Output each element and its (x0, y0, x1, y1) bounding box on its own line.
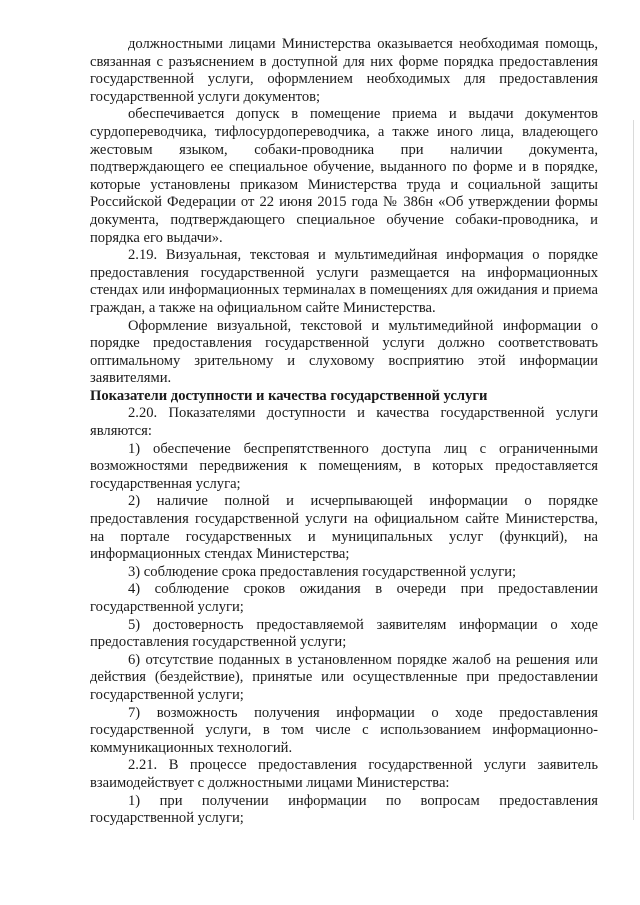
list-item: 7) возможность получения информации о ходе предоставления государственной услуги, в том числе с использованием информационно-коммуникационных технологий. (90, 704, 598, 756)
paragraph-2-21: 2.21. В процессе предоставления государственной услуги заявитель взаимодействует с должностными лицами Министерства: (90, 757, 598, 791)
paragraph-admission: обеспечивается допуск в помещение приема и выдачи документов сурдопереводчика, тифлосурдопереводчика, а также иного лица, владеющего жестовым языком, собаки-проводника при наличии документа, подтверждающего ее специальное обучение, выданного по форме и в порядке, которые установлены приказом Министерства труда и социальной защиты Российской Федерации от 22 июня 2015 года № 386н «Об утверждении формы документа, подтверждающего специальное обучение собаки-проводника, и порядка его выдачи». (90, 106, 598, 246)
paragraph-2-20: 2.20. Показателями доступности и качества государственной услуги являются: (90, 405, 598, 440)
list-item: 1) при получении информации по вопросам предоставления государственной услуги; (90, 792, 598, 827)
list-item: 5) достоверность предоставляемой заявителям информации о ходе предоставления государственной услуги; (90, 616, 598, 651)
paragraph-design: Оформление визуальной, текстовой и мультимедийной информации о порядке предоставления государственной услуги должно соответствовать оптимальному зрительному и слуховому восприятию этой информации заявителями. (90, 317, 598, 387)
section-heading: Показатели доступности и качества государственной услуги (90, 387, 488, 404)
document-page (90, 36, 598, 828)
scan-edge-line (633, 120, 634, 820)
list-item: 4) соблюдение сроков ожидания в очереди при предоставлении государственной услуги; (90, 581, 598, 615)
list-item: 6) отсутствие поданных в установленном порядке жалоб на решения или действия (бездействие), принятые или осуществленные при предоставлении государственной услуги; (90, 651, 598, 703)
list-item: 1) обеспечение беспрепятственного доступа лиц с ограниченными возможностями передвижения к помещениям, в которых предоставляется государственная услуга; (90, 440, 598, 492)
paragraph-assistance: должностными лицами Министерства оказывается необходимая помощь, связанная с разъяснением в доступной для них форме порядка предоставления государственной услуги, оформлением необходимых для предоставления государственной услуги документов; (90, 36, 598, 105)
paragraph-2-19: 2.19. Визуальная, текстовая и мультимедийная информация о порядке предоставления государственной услуги размещается на информационных стендах или информационных терминалах в помещениях для ожидания и приема граждан, а также на официальном сайте Министерства. (90, 247, 598, 316)
list-item: 2) наличие полной и исчерпывающей информации о порядке предоставления государственной услуги на официальном сайте Министерства, на портале государственных и муниципальных услуг (функций), на информационных стендах Министерства; (90, 493, 598, 563)
list-item: 3) соблюдение срока предоставления государственной услуги; (128, 563, 517, 580)
